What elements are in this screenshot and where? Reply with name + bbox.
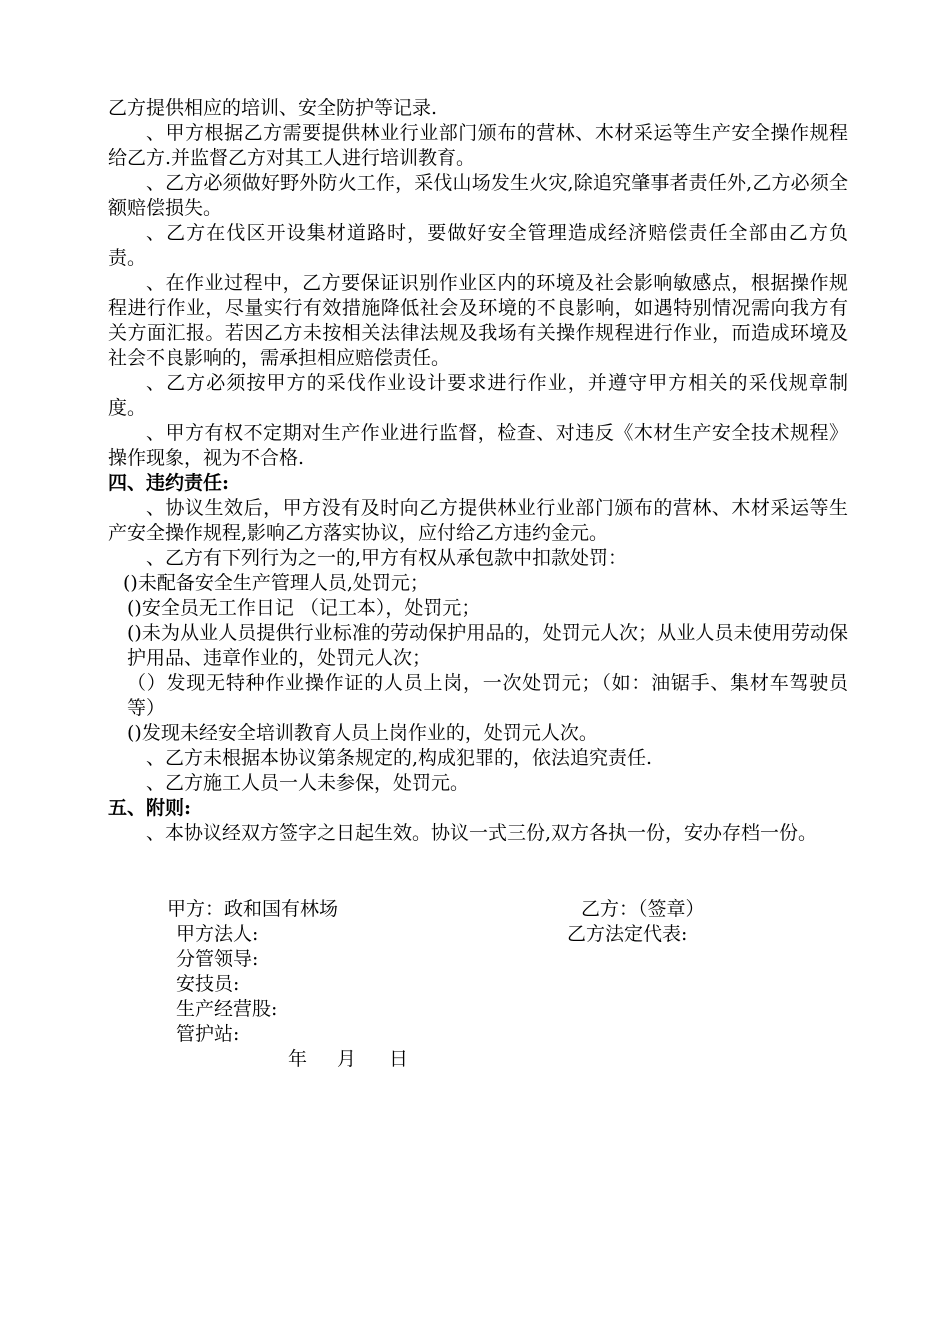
paragraph-skidding-road: 、乙方在伐区开设集材道路时，要做好安全管理造成经济赔偿责任全部由乙方负责。 [108,222,848,269]
date-month-label: 月 [337,1048,357,1070]
production-dept-label: 生产经营股: [176,998,278,1020]
penalty-item-no-training: ()发现未经安全培训教育人员上岗作业的，处罚元人次。 [127,722,598,744]
penalty-item-no-certificate: （）发现无特种作业操作证的人员上岗，一次处罚元；（如：油锯手、集材车驾驶员等） [127,672,848,719]
paragraph-breach-party-a: 、协议生效后，甲方没有及时向乙方提供林业行业部门颁布的营林、木材采运等生产安全操作规程,影响乙方落实协议，应付给乙方违约金元。 [108,497,848,544]
leader-label: 分管领导: [176,948,259,970]
paragraph-supervision: 、甲方有权不定期对生产作业进行监督，检查、对违反《木材生产安全技术规程》操作现象，视为不合格. [108,422,848,469]
penalty-item-no-manager: ()未配备安全生产管理人员,处罚元； [123,572,429,594]
contract-body [108,96,848,846]
paragraph-environment: 、在作业过程中，乙方要保证识别作业区内的环境及社会影响敏感点，根据操作规程进行作业，尽量实行有效措施降低社会及环境的不良影响，如遇特别情况需向我方有关方面汇报。若因乙方未按相关法律法规及我场有关操作规程进行作业，而造成环境及社会不良影响的，需承担相应赔偿责任。 [108,272,848,369]
paragraph-breach-party-b: 、乙方有下列行为之一的,甲方有权从承包款中扣款处罚： [146,547,628,569]
party-b-label: 乙方：（签章） [581,898,705,920]
paragraph-harvest-design: 、乙方必须按甲方的采伐作业设计要求进行作业，并遵守甲方相关的采伐规章制度。 [108,372,848,419]
paragraph-provide-regulations: 、甲方根据乙方需要提供林业行业部门颁布的营林、木材采运等生产安全操作规程给乙方.并监督乙方对其工人进行培训教育。 [108,122,848,169]
paragraph-criminal-liability: 、乙方未根据本协议第条规定的,构成犯罪的，依法追究责任. [146,747,653,769]
paragraph-fire-prevention: 、乙方必须做好野外防火工作，采伐山场发生火灾,除追究肇事者责任外,乙方必须全额赔偿损失。 [108,172,848,219]
paragraph-effective-date: 、本协议经双方签字之日起生效。协议一式三份,双方各执一份，安办存档一份。 [146,822,818,844]
party-b-legal-label: 乙方法定代表: [567,923,688,945]
date-day-label: 日 [389,1048,409,1070]
station-label: 管护站: [176,1023,240,1045]
safety-officer-label: 安技员: [176,973,240,995]
date-year-label: 年 [288,1048,308,1070]
party-a-legal-label: 甲方法人: [176,923,259,945]
penalty-item-protective-gear: ()未为从业人员提供行业标准的劳动保护用品的，处罚元人次；从业人员未使用劳动保护用品、违章作业的，处罚元人次； [127,622,848,669]
heading-breach-liability: 四、违约责任: [108,472,230,494]
paragraph-training-records: 乙方提供相应的培训、安全防护等记录. [108,97,438,119]
heading-annex: 五、附则: [108,797,192,819]
penalty-item-no-log: ()安全员无工作日记 （记工本），处罚元； [127,597,481,619]
party-a-label: 甲方：政和国有林场 [167,898,339,920]
paragraph-insurance: 、乙方施工人员一人未参保，处罚元。 [146,772,470,794]
